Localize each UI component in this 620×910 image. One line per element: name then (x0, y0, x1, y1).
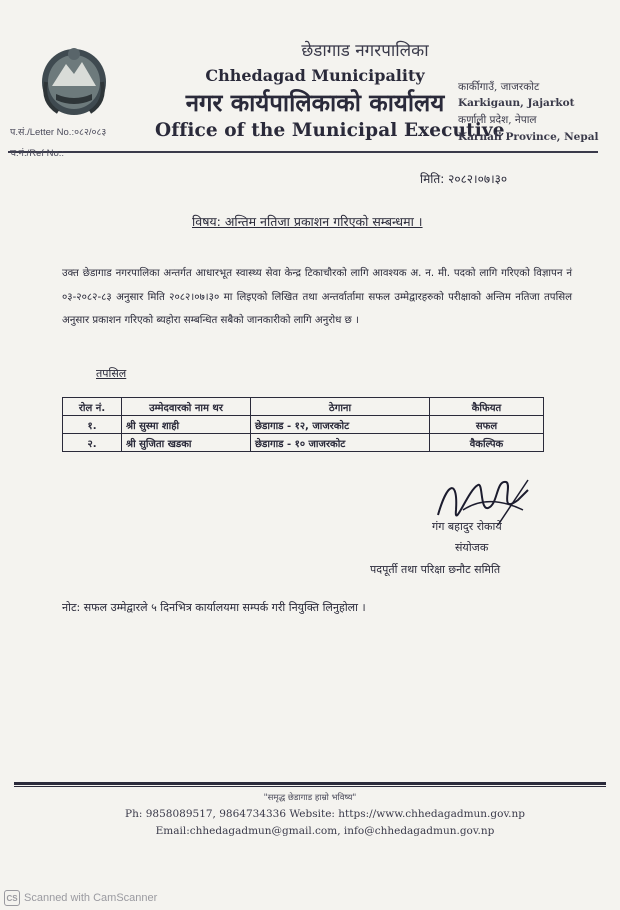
letter-number: प.सं./Letter No.:०८२/०८३ (10, 127, 107, 138)
table-row (63, 434, 544, 452)
province-english-line: Karnali Province, Nepal (458, 131, 599, 143)
address-nepali-line: कार्कीगाउँ, जाजरकोट (458, 81, 540, 93)
column-header-roll: रोल नं. (63, 398, 122, 416)
reference-number: च.नं./Ref No.: (10, 148, 65, 159)
table-header-row (63, 398, 544, 416)
province-nepali-line: कर्णाली प्रदेश, नेपाल (458, 114, 537, 126)
signatory-role: संयोजक (455, 541, 489, 554)
results-table (62, 397, 544, 452)
details-heading: तपसिल (96, 367, 127, 380)
column-header-remarks: कैफियत (430, 398, 544, 416)
office-name-english: Office of the Municipal Executive (155, 120, 505, 141)
footer-contact-email: Email:chhedagadmun@gmail.com, info@chhedagadmun.gov.np (155, 825, 495, 837)
remarks-cell: सफल (430, 416, 544, 434)
footer-slogan: "समृद्ध छेडागाड हाम्रो भविष्य" (263, 793, 357, 803)
footer-divider (14, 782, 606, 785)
address-cell: छेडागाड - १० जाजरकोट (251, 434, 430, 452)
name-cell: श्री सुजिता खडका (122, 434, 251, 452)
footer-divider-thin (14, 786, 606, 787)
letter-body: उक्त छेडागाड नगरपालिका अन्तर्गत आधारभूत स्वास्थ्य सेवा केन्द्र टिकाचौरको लागि आवश्यक अ. न. मी. पदको लागि गरिएको विज्ञापन नं ०३-२०८२-८३ अनुसार मिति २०८२।०७।३० मा लिइएको लिखित तथा अन्तर्वार्तामा सफल उम्मेद्वारहरुको परीक्षाको अन्तिम नतिजा तपसिल अनुसार प्रकाशन गरिएको ब्यहोरा सम्बन्धित सबैको जानकारीको लागि अनुरोध छ । (62, 268, 572, 326)
note-text: नोट: सफल उम्मेद्वारले ५ दिनभित्र कार्यालयमा सम्पर्क गरी नियुक्ति लिनुहोला । (62, 601, 366, 614)
remarks-cell: वैकल्पिक (430, 434, 544, 452)
column-header-address: ठेगाना (251, 398, 430, 416)
signatory-name: गंग बहादुर रोकाये (432, 520, 502, 533)
table-row (63, 416, 544, 434)
column-header-name: उम्मेदवारको नाम थर (122, 398, 251, 416)
header-divider (8, 151, 598, 153)
signatory-committee: पदपूर्ती तथा परिक्षा छनौट समिति (370, 563, 501, 576)
letter-subject: विषय: अन्तिम नतिजा प्रकाशन गरिएको सम्बन्धमा । (192, 214, 423, 229)
letter-date: मिति: २०८२।०७।३० (420, 172, 508, 186)
municipality-name-english: Chhedagad Municipality (205, 66, 425, 85)
roll-cell: १. (63, 416, 122, 434)
address-cell: छेडागाड - १२, जाजरकोट (251, 416, 430, 434)
municipality-name-nepali: छेडागाड नगरपालिका (301, 41, 429, 61)
camscanner-text: Scanned with CamScanner (24, 892, 158, 904)
address-english-line: Karkigaun, Jajarkot (458, 97, 575, 109)
roll-cell: २. (63, 434, 122, 452)
camscanner-watermark (4, 890, 157, 906)
office-name-nepali: नगर कार्यपालिकाको कार्यालय (185, 89, 445, 117)
camscanner-logo-icon: CS (4, 890, 20, 906)
footer-contact-phone-website: Ph: 9858089517, 9864734336 Website: https://www.chhedagadmun.gov.np (125, 808, 525, 820)
name-cell: श्री सुस्मा शाही (122, 416, 251, 434)
